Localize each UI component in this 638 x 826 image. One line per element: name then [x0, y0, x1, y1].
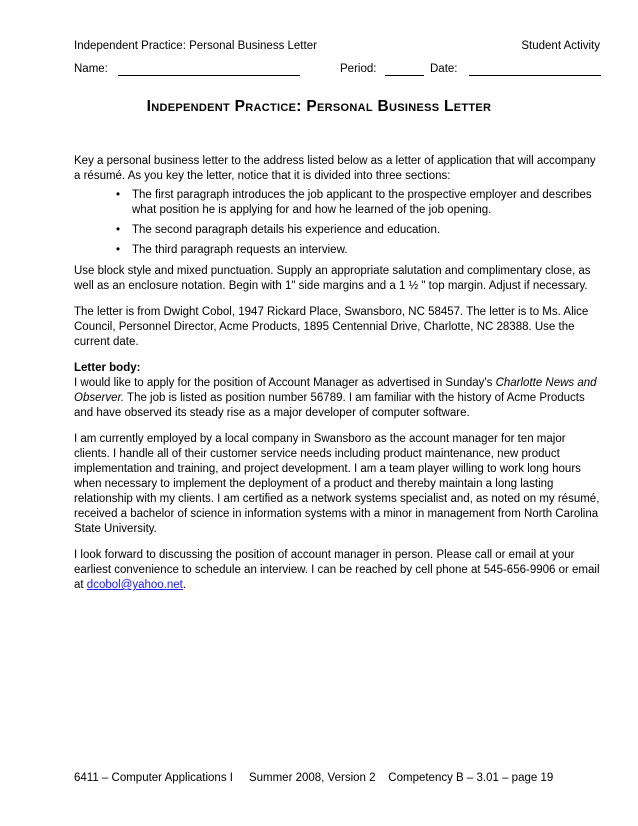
date-label: Date:	[430, 63, 458, 75]
bullet-icon: •	[116, 224, 121, 236]
email-link[interactable]: dcobol@yahoo.net	[86, 579, 183, 591]
address-note: The letter is from Dwight Cobol, 1947 Rickard Place, Swansboro, NC 58457. The letter is to Ms. Alice Council, Personnel Director, Acme Products, 1895 Centennial Drive, Charlotte, NC 28388. Use the current date.	[74, 306, 589, 348]
date-blank[interactable]	[469, 63, 601, 76]
page-footer: 6411 – Computer Applications I Summer 2008, Version 2 Competency B – 3.01 – page 19	[74, 772, 554, 784]
list-item: • The first paragraph introduces the job applicant to the prospective employer and describes what position he is applying for and how he learned of the job opening.	[116, 189, 592, 216]
period-label: Period:	[340, 63, 377, 75]
style-note: Use block style and mixed punctuation. Supply an appropriate salutation and complimentary close, as well as an enclosure notation. Begin with 1" side margins and a 1 ½ " top margin. Adjust if necessary.	[74, 265, 591, 292]
instructions-intro: Key a personal business letter to the address listed below as a letter of application that will accompany a résumé. As you key the letter, notice that it is divided into three sections:	[74, 155, 596, 182]
letter-paragraph-1: Letter body: I would like to apply for the position of Account Manager as advertised in Sunday's Charlotte News and Observer. The job is listed as position number 56789. I am familiar with the history of Acme Products and have observed its steady rise as a major developer of computer software.	[74, 362, 597, 419]
list-item: • The second paragraph details his experience and education.	[116, 224, 441, 236]
letter-body-heading: Letter body:	[74, 362, 141, 374]
period-blank[interactable]	[385, 63, 424, 76]
letter-paragraph-2: I am currently employed by a local company in Swansboro as the account manager for ten major clients. I handle all of their customer service needs including product maintenance, new product implementation and training, and project development. I am a team player willing to work long hours when necessary to implement the deployment of a product and thereby maintain a long lasting relationship with my clients. I am certified as a network systems specialist and, as noted on my résumé, received a bachelor of science in information systems with a minor in management from North Carolina State University.	[74, 433, 600, 535]
header-left: Independent Practice: Personal Business Letter	[74, 40, 317, 52]
header-right: Student Activity	[521, 40, 600, 52]
sections-list	[74, 188, 604, 258]
page-title: Independent Practice: Personal Business Letter	[146, 98, 492, 115]
bullet-icon: •	[116, 189, 121, 201]
letter-paragraph-3: I look forward to discussing the position of account manager in person. Please call or email at your earliest convenience to schedule an interview. I can be reached by cell phone at 545-656-9906 or email at dcobol@yahoo.net.	[74, 549, 600, 591]
page-header	[74, 40, 600, 52]
document-body	[74, 154, 604, 604]
name-label: Name:	[74, 63, 108, 75]
name-blank[interactable]	[118, 63, 300, 76]
newspaper-title: Charlotte News and Observer.	[74, 377, 597, 404]
list-item: • The third paragraph requests an interview.	[116, 244, 348, 256]
bullet-icon: •	[116, 244, 121, 256]
student-fields	[74, 63, 600, 79]
